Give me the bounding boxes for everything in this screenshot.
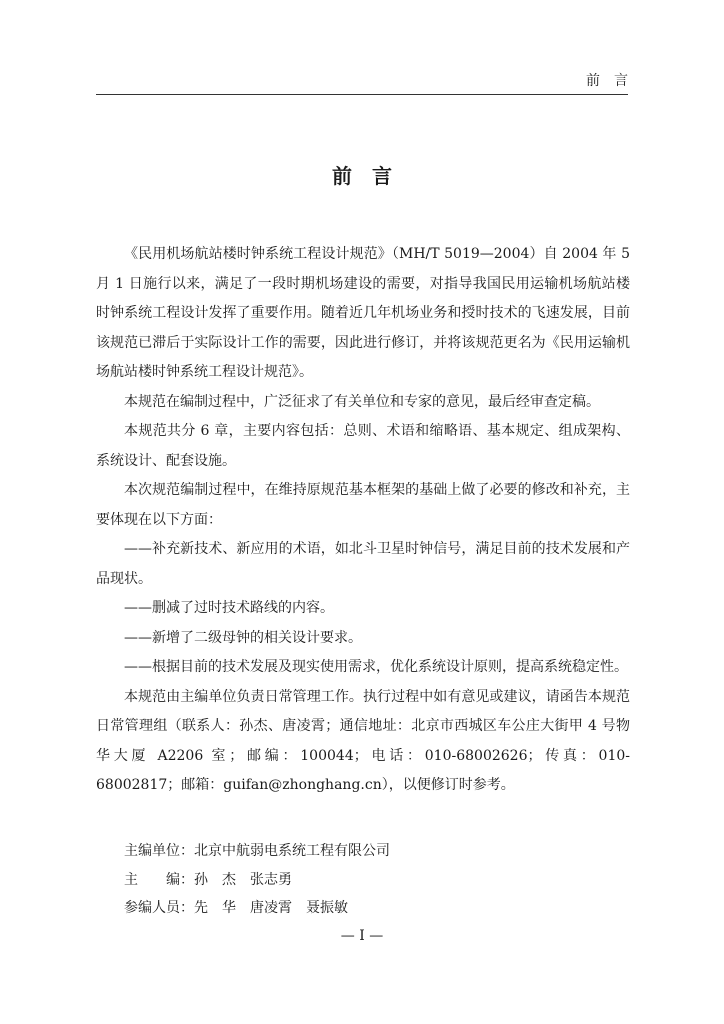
participants: 参编人员：先 华 唐凌霄 聂振敏 bbox=[124, 900, 348, 916]
list-item: ——删减了过时技术路线的内容。 bbox=[124, 600, 334, 616]
page-number: — Ⅰ — bbox=[340, 928, 384, 944]
chief-unit: 主编单位：北京中航弱电系统工程有限公司 bbox=[124, 843, 390, 859]
credits bbox=[96, 837, 630, 923]
paragraph-contact: 本规范由主编单位负责日常管理工作。执行过程中如有意见或建议，请函告本规范日常管理组（联系人：孙杰、唐凌霄；通信地址：北京市西城区车公庄大街甲 4 号物华大厦 A2206 室；邮编：100044；电话：010-68002626；传真：010-68002817；邮箱：guifan@zhonghang.cn），以便修订时参考。 bbox=[96, 688, 630, 793]
page-title: 前 言 bbox=[332, 164, 392, 188]
paragraph-chapters: 本规范共分 6 章，主要内容包括：总则、术语和缩略语、基本规定、组成架构、系统设计、配套设施。 bbox=[96, 423, 630, 469]
header-rule bbox=[96, 94, 628, 95]
paragraph-review: 本规范在编制过程中，广泛征求了有关单位和专家的意见，最后经审查定稿。 bbox=[124, 393, 600, 410]
list-item: ——补充新技术、新应用的术语，如北斗卫星时钟信号，满足目前的技术发展和产品现状。 bbox=[96, 541, 630, 587]
chief-editors: 主 编：孙 杰 张志勇 bbox=[124, 871, 292, 888]
preface-body bbox=[96, 240, 630, 801]
list-item: ——新增了二级母钟的相关设计要求。 bbox=[124, 629, 362, 646]
running-header: 前 言 bbox=[586, 73, 628, 89]
paragraph-intro: 《民用机场航站楼时钟系统工程设计规范》（MH/T 5019—2004）自 2004 年 5 月 1 日施行以来，满足了一段时期机场建设的需要，对指导我国民用运输机场航站楼时钟系统工程设计发挥了重要作用。随着近几年机场业务和授时技术的飞速发展，目前该规范已滞后于实际设计工作的需要，因此进行修订，并将该规范更名为《民用运输机场航站楼时钟系统工程设计规范》。 bbox=[96, 246, 630, 380]
paragraph-revisions: 本次规范编制过程中，在维持原规范基本框架的基础上做了必要的修改和补充，主要体现在以下方面： bbox=[96, 482, 630, 528]
list-item: ——根据目前的技术发展及现实使用需求，优化系统设计原则，提高系统稳定性。 bbox=[124, 659, 628, 675]
